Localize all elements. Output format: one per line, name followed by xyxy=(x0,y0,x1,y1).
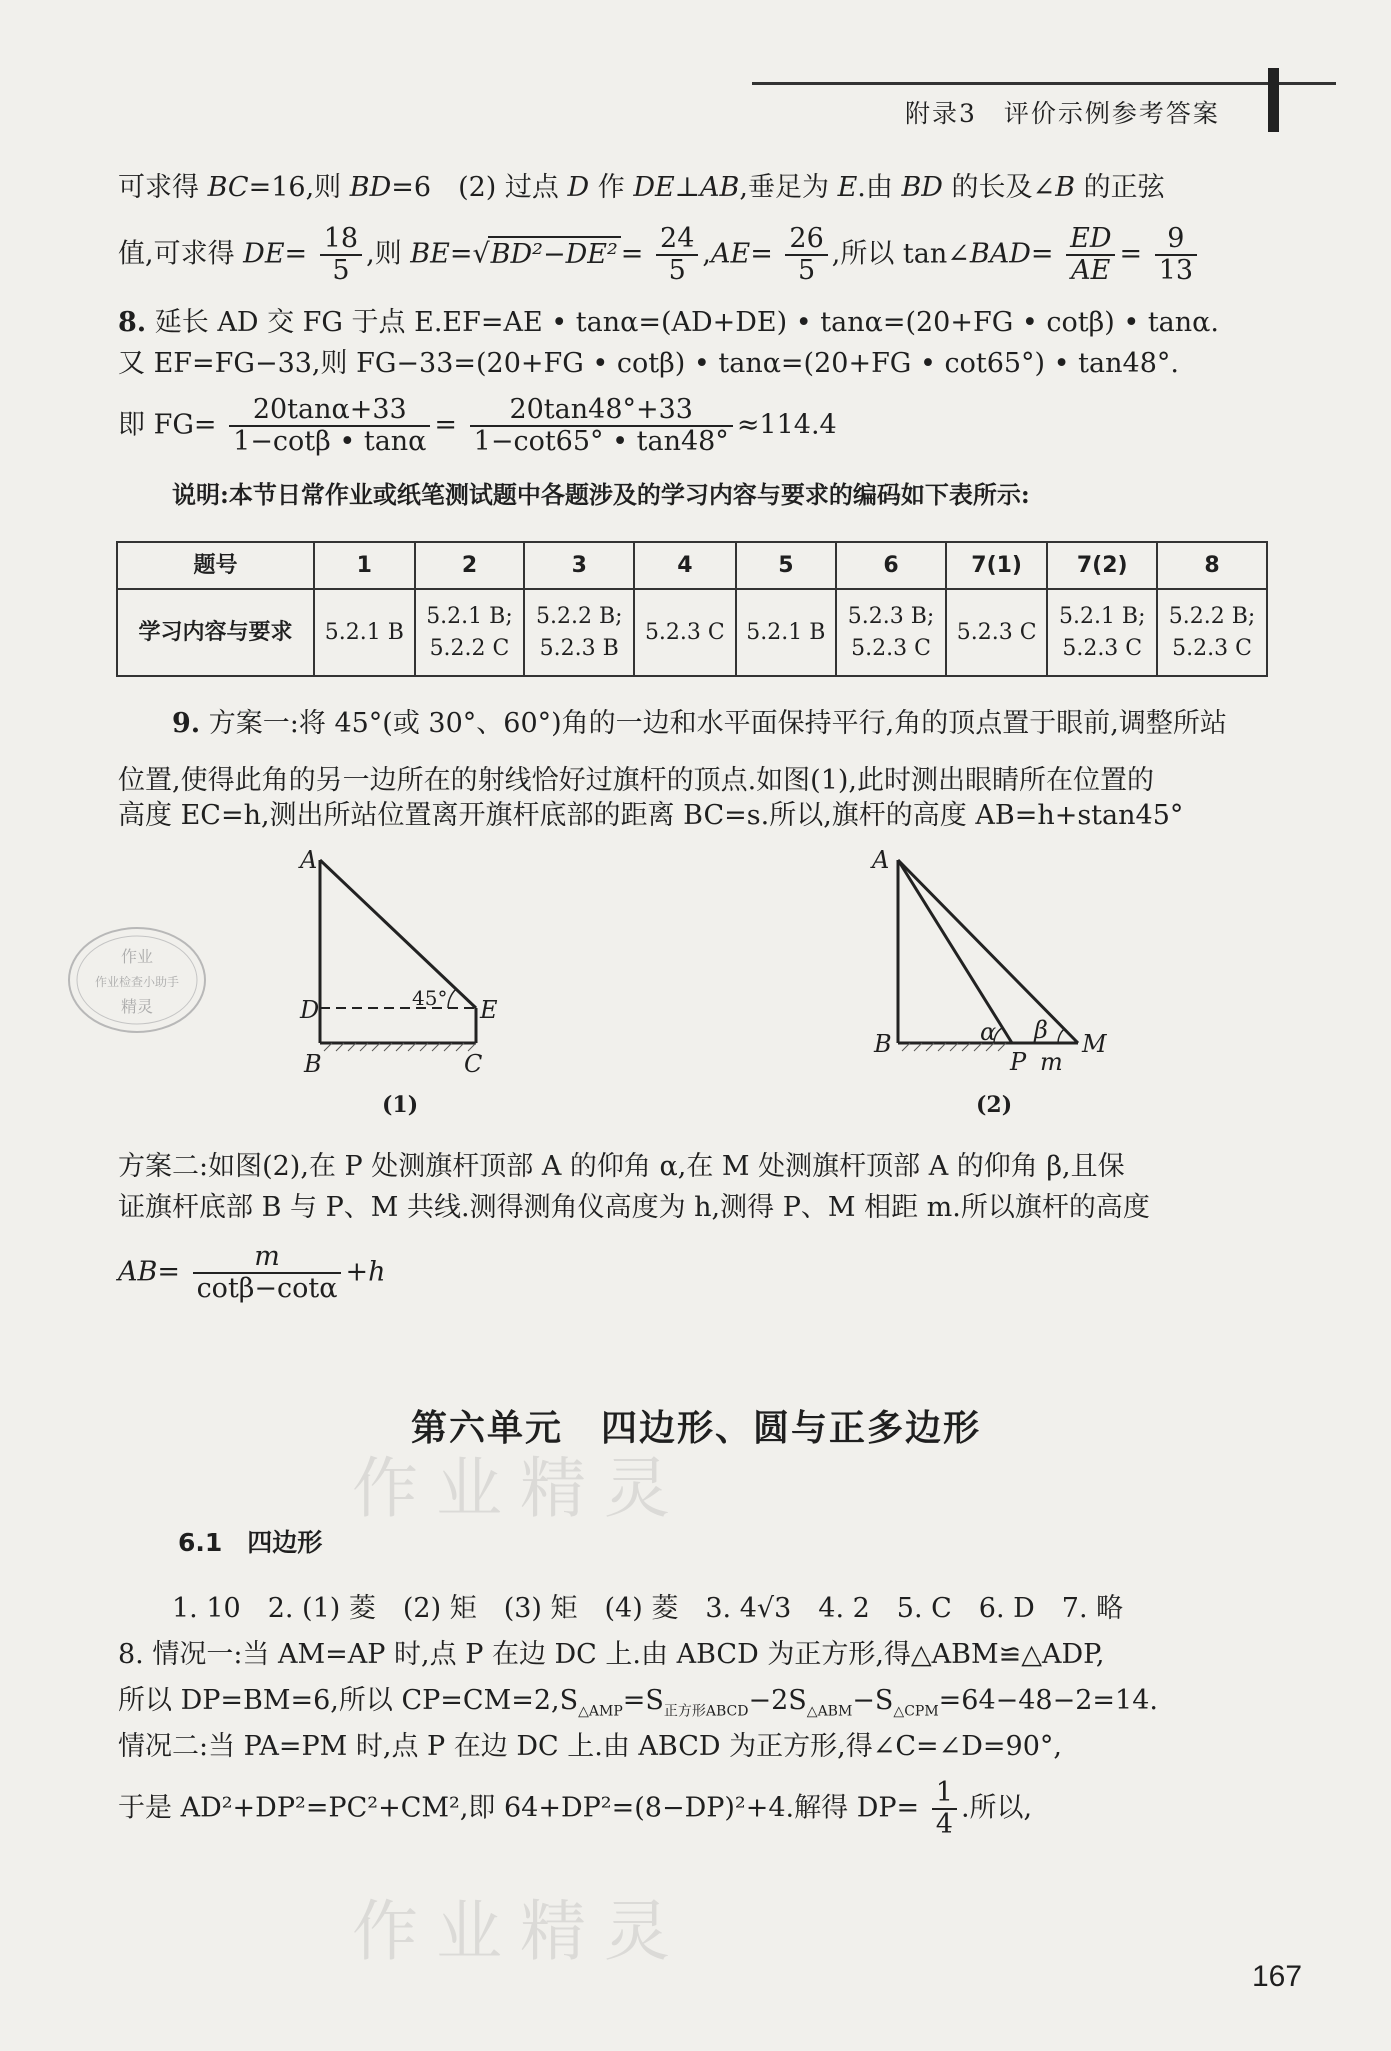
fraction: $\frac{9}{13}$ xyxy=(1155,224,1197,286)
fig1-label-a: A xyxy=(300,846,318,874)
answer-line-8b: 又 EF=FG−33,则 FG−33=(20+FG • cotβ) • tanα=(20+FG • cot65°) • tan48°. xyxy=(118,348,1179,379)
table-header-cell: 2 xyxy=(415,542,525,589)
s61-line-3: 所以 DP=BM=6,所以 $CP=CM=2,S_{\triangle AMP}=S_{正方形ABCD}-2S_{\triangle ABM}-S_{\triangle CPM}=64-48-2=14$. xyxy=(118,1685,1158,1720)
fraction: $\frac{ED}{AE}$ xyxy=(1066,224,1115,286)
table-header-cell: 3 xyxy=(524,542,634,589)
beta-arc xyxy=(1058,1029,1064,1043)
fraction: $\frac{1}{4}$ xyxy=(932,1778,957,1840)
answer-line-8: 8. 延长 AD 交 FG 于点 E.EF=AE • tanα=(AD+DE) • tanα=(20+FG • cotβ) • tanα. xyxy=(118,307,1219,338)
table-header-cell: 7(2) xyxy=(1047,542,1157,589)
answer-line-2: 值,可求得 DE= $\frac{18}{5}$ ,则 BE=√BD²−DE² = $\frac{24}{5}$ ,AE= $\frac{26}{5}$ ,所以 tan∠BAD= $\frac{ED}{AE}$ = $\frac{9}{13}$ xyxy=(118,224,1201,286)
q9-line-5: 证旗杆底部 B 与 P、M 共线.测得测角仪高度为 h,测得 P、M 相距 m.所以旗杆的高度 xyxy=(118,1192,1150,1223)
table-cell: 5.2.3 C xyxy=(634,589,735,676)
fig2-label-p: P xyxy=(1010,1048,1027,1076)
sight-line-m xyxy=(898,860,1078,1043)
fig1-caption: (1) xyxy=(382,1092,419,1118)
table-cell: 5.2.3 C xyxy=(946,589,1047,676)
table-cell: 5.2.1 B xyxy=(314,589,415,676)
stamp-image xyxy=(62,920,212,1040)
figure-1 xyxy=(290,840,530,1060)
table-header-cell: 1 xyxy=(314,542,415,589)
watermark-bottom: 作业精灵 xyxy=(352,1893,688,1970)
table-cell: 5.2.3 B; 5.2.3 C xyxy=(836,589,946,676)
table-header-cell: 6 xyxy=(836,542,946,589)
table-cell: 5.2.1 B xyxy=(736,589,837,676)
unit-title: 第六单元 四边形、圆与正多边形 xyxy=(411,1408,982,1449)
table-header-row xyxy=(117,542,1267,589)
table-cell: 5.2.1 B; 5.2.3 C xyxy=(1047,589,1157,676)
fig2-label-m: m xyxy=(1040,1048,1063,1076)
table-header-cell: 8 xyxy=(1157,542,1267,589)
s61-line-1: 1. 10 2. (1) 菱 (2) 矩 (3) 矩 (4) 菱 3. 4√3 4. 2 5. C 6. D 7. 略 xyxy=(172,1593,1124,1624)
table-note: 说明:本节日常作业或纸笔测试题中各题涉及的学习内容与要求的编码如下表所示: xyxy=(172,480,1030,509)
running-title: 附录3 评价示例参考答案 xyxy=(905,99,1220,128)
table-cell: 5.2.2 B; 5.2.3 B xyxy=(524,589,634,676)
s61-line-5: 于是 AD²+DP²=PC²+CM²,即 64+DP²=(8−DP)²+4.解得 DP= $\frac{1}{4}$ .所以, xyxy=(118,1777,1033,1840)
codes-table xyxy=(116,541,1268,677)
watermark: 作业精灵 xyxy=(352,1450,688,1527)
stamp-bottom: 精灵 xyxy=(120,997,154,1016)
fig2-caption: (2) xyxy=(976,1092,1013,1118)
fraction: $\frac{24}{5}$ xyxy=(656,224,698,286)
q9-line-4: 方案二:如图(2),在 P 处测旗杆顶部 A 的仰角 α,在 M 处测旗杆顶部 A 的仰角 β,且保 xyxy=(118,1151,1125,1182)
s61-line-2: 8. 情况一:当 AM=AP 时,点 P 在边 DC 上.由 ABCD 为正方形,得△ABM≌△ADP, xyxy=(118,1639,1105,1670)
sight-line xyxy=(320,860,476,1008)
header-rule xyxy=(752,82,1336,85)
table-header-cell: 4 xyxy=(634,542,735,589)
stamp-top: 作业 xyxy=(120,947,154,966)
sight-line-p xyxy=(898,860,1012,1043)
fraction: $\frac{26}{5}$ xyxy=(785,224,827,286)
fig1-label-c: C xyxy=(464,1050,483,1078)
s61-line-4: 情况二:当 PA=PM 时,点 P 在边 DC 上.由 ABCD 为正方形,得∠C=∠D=90°, xyxy=(118,1731,1062,1762)
header-bar xyxy=(1268,68,1279,132)
table-header-cell: 7(1) xyxy=(946,542,1047,589)
fig1-label-e: E xyxy=(480,996,498,1024)
fig2-label-a: A xyxy=(872,846,890,874)
table-cell: 5.2.1 B; 5.2.2 C xyxy=(415,589,525,676)
angle-arc xyxy=(448,989,456,1008)
section-title: 6.1 四边形 xyxy=(178,1528,323,1557)
fig2-label-beta: β xyxy=(1034,1016,1048,1044)
fig1-angle-label: 45° xyxy=(412,986,448,1010)
answer-line-1: 可求得 BC=16,则 BD=6 (2) 过点 D 作 DE⊥AB,垂足为 E.由 BD 的长及∠B 的正弦 xyxy=(118,172,1165,203)
table-cell: 5.2.2 B; 5.2.3 C xyxy=(1157,589,1267,676)
fraction: $\frac{18}{5}$ xyxy=(320,224,362,286)
q9-line-2: 位置,使得此角的另一边所在的射线恰好过旗杆的顶点.如图(1),此时测出眼睛所在位置的 xyxy=(118,765,1154,796)
q9-line-6: AB= $\frac{m}{\cot\beta-\cot\alpha}$ +h xyxy=(118,1241,386,1304)
table-header-cell: 题号 xyxy=(117,542,314,589)
table-row xyxy=(117,589,1267,676)
answer-line-8c: 即 FG= $\frac{20\tan\alpha+33}{1-\cot\beta • \tan\alpha}$ = $\frac{20\tan 48^\circ+33}{1-\cot 65^\circ • \tan 48^\circ}$ ≈114.4 xyxy=(118,394,837,457)
table-header-cell: 5 xyxy=(736,542,837,589)
table-row-label: 学习内容与要求 xyxy=(117,589,314,676)
fig2-label-m-point: M xyxy=(1082,1030,1107,1058)
fig1-label-d: D xyxy=(300,996,320,1024)
q9-line-3: 高度 EC=h,测出所站位置离开旗杆底部的距离 BC=s.所以,旗杆的高度 AB=h+stan45° xyxy=(118,800,1184,831)
q9-line-1: 9. 方案一:将 45°(或 30°、60°)角的一边和水平面保持平行,角的顶点置于眼前,调整所站 xyxy=(172,708,1227,739)
stamp-middle: 作业检查小助手 xyxy=(94,975,180,989)
fraction: $\frac{m}{\cot\beta-\cot\alpha}$ xyxy=(193,1242,342,1304)
fig1-label-b: B xyxy=(304,1050,322,1078)
page-number: 167 xyxy=(1252,1960,1303,1993)
fraction: $\frac{20\tan\alpha+33}{1-\cot\beta • \tan\alpha}$ xyxy=(229,395,430,457)
fig2-label-b: B xyxy=(874,1030,892,1058)
fraction: $\frac{20\tan 48^\circ+33}{1-\cot 65^\circ • \tan 48^\circ}$ xyxy=(470,395,733,457)
fig2-label-alpha: α xyxy=(980,1018,997,1046)
